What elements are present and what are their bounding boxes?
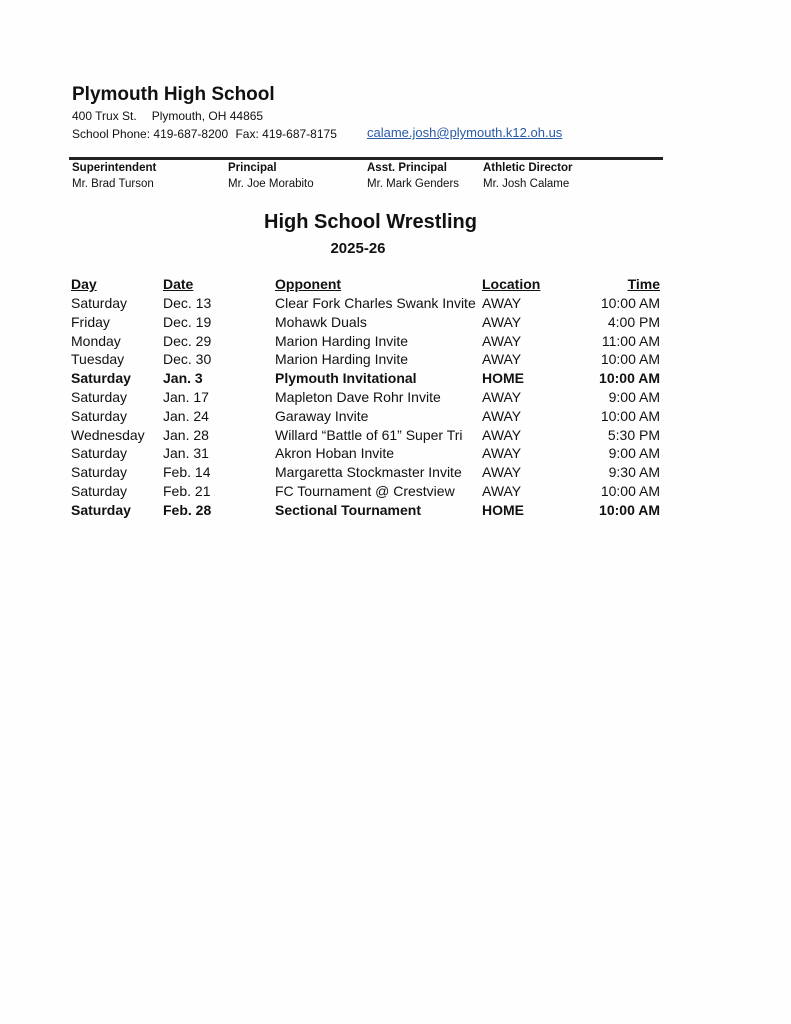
table-row xyxy=(0,370,791,389)
opponent-cell: Marion Harding Invite xyxy=(275,351,409,368)
staff-role: Athletic Director xyxy=(483,162,573,174)
opponent-cell: Clear Fork Charles Swank Invite xyxy=(275,295,476,311)
day-cell: Saturday xyxy=(71,501,131,518)
day-cell: Saturday xyxy=(71,445,128,462)
opponent-cell: FC Tournament @ Crestview xyxy=(275,483,455,499)
location-cell: HOME xyxy=(482,370,524,387)
opponent-cell: Garaway Invite xyxy=(275,407,369,424)
day-cell: Saturday xyxy=(71,389,128,405)
table-row xyxy=(0,314,791,333)
column-header-opponent: Opponent xyxy=(275,276,342,292)
staff-role: Superintendent xyxy=(72,162,157,174)
time-cell: 10:00 AM xyxy=(600,407,660,424)
day-cell: Friday xyxy=(71,313,110,330)
column-header-location: Location xyxy=(482,276,541,292)
day-cell: Tuesday xyxy=(71,351,125,368)
time-cell: 10:00 AM xyxy=(600,483,660,499)
staff-role: Asst. Principal xyxy=(367,162,447,174)
date-cell: Jan. 3 xyxy=(163,370,203,387)
day-cell: Saturday xyxy=(71,370,131,387)
location-cell: AWAY xyxy=(482,426,522,443)
location-cell: AWAY xyxy=(482,464,522,481)
time-cell: 10:00 AM xyxy=(600,351,660,368)
school-contact-numbers xyxy=(72,127,341,141)
season-label: 2025-26 xyxy=(330,240,386,257)
time-cell: 10:00 AM xyxy=(600,295,660,311)
table-row xyxy=(0,389,791,408)
date-cell: Feb. 14 xyxy=(163,464,211,481)
opponent-cell: Mohawk Duals xyxy=(275,313,367,330)
date-cell: Jan. 31 xyxy=(163,445,209,462)
opponent-cell: Marion Harding Invite xyxy=(275,332,409,349)
time-cell: 11:00 AM xyxy=(601,332,660,349)
day-cell: Monday xyxy=(71,332,121,349)
day-cell: Saturday xyxy=(71,295,128,311)
day-cell: Wednesday xyxy=(71,426,145,443)
time-cell: 10:00 AM xyxy=(599,370,660,387)
email-link[interactable]: calame.josh@plymouth.k12.oh.us xyxy=(367,125,563,140)
opponent-cell: Willard “Battle of 61” Super Tri xyxy=(275,426,463,443)
school-phone: School Phone: 419-687-8200 xyxy=(72,127,229,141)
column-header-day: Day xyxy=(71,276,97,292)
day-cell: Saturday xyxy=(71,464,128,481)
column-header-date: Date xyxy=(163,276,194,292)
time-cell: 4:00 PM xyxy=(607,313,660,330)
staff-name: Mr. Josh Calame xyxy=(483,178,570,190)
opponent-cell: Margaretta Stockmaster Invite xyxy=(275,464,462,481)
date-cell: Dec. 29 xyxy=(163,332,212,349)
time-cell: 9:00 AM xyxy=(608,389,660,405)
street-address: 400 Trux St. xyxy=(72,109,137,123)
date-cell: Jan. 24 xyxy=(163,407,209,424)
date-cell: Jan. 17 xyxy=(163,389,209,405)
date-cell: Dec. 30 xyxy=(163,351,212,368)
location-cell: HOME xyxy=(482,501,524,518)
location-cell: AWAY xyxy=(482,407,522,424)
table-row xyxy=(0,295,791,314)
school-address xyxy=(72,109,278,123)
time-cell: 10:00 AM xyxy=(599,501,660,518)
date-cell: Dec. 19 xyxy=(163,313,212,330)
date-cell: Feb. 28 xyxy=(163,501,212,518)
document-title: High School Wrestling xyxy=(264,211,477,233)
staff-asst-principal xyxy=(367,162,459,190)
opponent-cell: Sectional Tournament xyxy=(275,501,421,518)
staff-role: Principal xyxy=(228,162,277,174)
time-cell: 9:00 AM xyxy=(608,445,660,462)
staff-name: Mr. Brad Turson xyxy=(72,178,154,190)
time-cell: 9:30 AM xyxy=(608,464,660,481)
table-row xyxy=(0,464,791,483)
table-row xyxy=(0,445,791,464)
location-cell: AWAY xyxy=(482,295,522,311)
location-cell: AWAY xyxy=(482,483,522,499)
table-row xyxy=(0,483,791,502)
location-cell: AWAY xyxy=(482,332,522,349)
staff-name: Mr. Mark Genders xyxy=(367,178,460,190)
opponent-cell: Plymouth Invitational xyxy=(275,370,417,387)
location-cell: AWAY xyxy=(482,389,522,405)
header-divider xyxy=(69,157,663,160)
time-cell: 5:30 PM xyxy=(607,426,660,443)
opponent-cell: Mapleton Dave Rohr Invite xyxy=(275,389,441,405)
date-cell: Dec. 13 xyxy=(163,295,212,311)
staff-athletic-director xyxy=(483,162,572,190)
opponent-cell: Akron Hoban Invite xyxy=(275,445,395,462)
city-state-zip: Plymouth, OH 44865 xyxy=(151,109,264,123)
staff-principal xyxy=(228,162,314,190)
location-cell: AWAY xyxy=(482,351,522,368)
school-fax: Fax: 419-687-8175 xyxy=(235,127,337,141)
date-cell: Feb. 21 xyxy=(163,483,211,499)
column-header-time: Time xyxy=(627,276,660,292)
table-header-row xyxy=(0,276,791,295)
day-cell: Saturday xyxy=(71,407,128,424)
staff-superintendent xyxy=(72,162,156,190)
date-cell: Jan. 28 xyxy=(163,426,209,443)
location-cell: AWAY xyxy=(482,313,522,330)
school-name: Plymouth High School xyxy=(72,84,275,105)
location-cell: AWAY xyxy=(482,445,522,462)
staff-name: Mr. Joe Morabito xyxy=(228,178,314,190)
table-row xyxy=(0,427,791,446)
table-row xyxy=(0,502,791,521)
table-row xyxy=(0,351,791,370)
table-row xyxy=(0,333,791,352)
table-row xyxy=(0,408,791,427)
day-cell: Saturday xyxy=(71,483,128,499)
